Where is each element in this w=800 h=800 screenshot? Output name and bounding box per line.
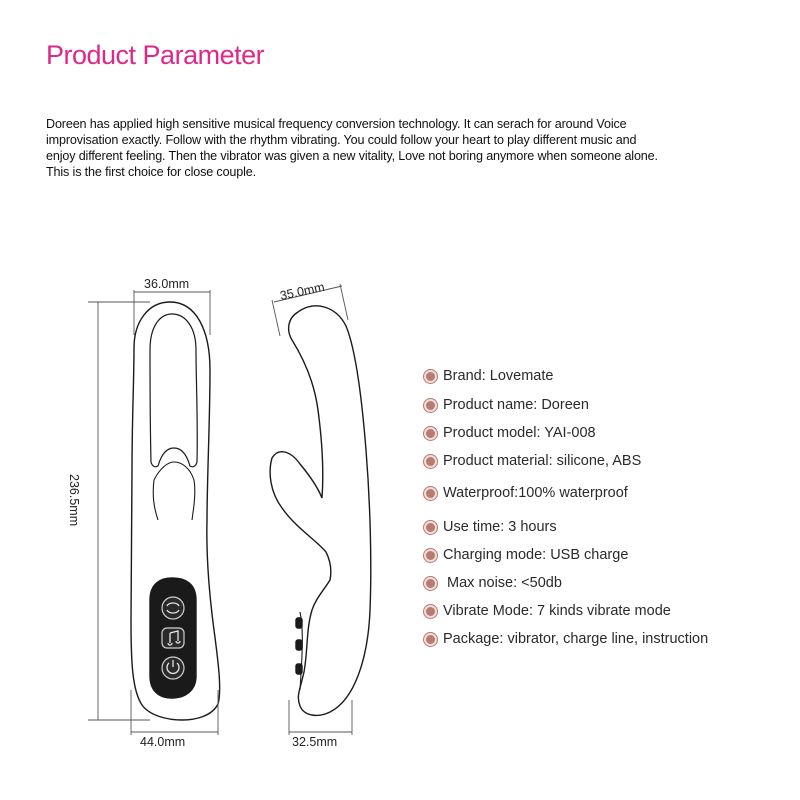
description-line: Doreen has applied high sensitive musical frequency conversion technology. It can serach for around Voice bbox=[46, 117, 627, 131]
spec-item-noise bbox=[424, 575, 562, 591]
spec-text: Charging mode: USB charge bbox=[443, 547, 629, 563]
description-line: This is the first choice for close couple. bbox=[46, 165, 256, 179]
spec-item-waterproof bbox=[424, 485, 628, 501]
spec-item-product-name bbox=[424, 397, 589, 413]
spec-item-model bbox=[424, 425, 596, 441]
bullet-icon bbox=[424, 427, 437, 440]
spec-text: Max noise: <50db bbox=[443, 575, 562, 591]
spec-text: Product model: YAI-008 bbox=[443, 425, 596, 441]
spec-item-brand bbox=[424, 368, 553, 384]
dimension-label-front-bottom: 44.0mm bbox=[140, 735, 186, 749]
bullet-icon bbox=[424, 455, 437, 468]
spec-item-charging bbox=[424, 547, 628, 563]
spec-text: Product name: Doreen bbox=[443, 397, 589, 413]
description-line: improvisation exactly. Follow with the rhythm vibrating. You could follow your heart to play different music and bbox=[46, 133, 637, 147]
spec-item-use-time bbox=[424, 519, 557, 535]
bullet-icon bbox=[424, 605, 437, 618]
bullet-icon bbox=[424, 521, 437, 534]
spec-text: Package: vibrator, charge line, instruction bbox=[443, 631, 709, 647]
dimension-label-front-top: 36.0mm bbox=[144, 277, 190, 291]
bullet-icon bbox=[424, 399, 437, 412]
spec-item-package bbox=[424, 631, 708, 647]
spec-item-vibrate-mode bbox=[424, 603, 671, 619]
spec-item-material bbox=[424, 453, 641, 469]
dimension-label-side-top: 35.0mm bbox=[278, 279, 326, 303]
spec-text: Use time: 3 hours bbox=[443, 519, 557, 535]
bullet-icon bbox=[424, 633, 437, 646]
bullet-icon bbox=[424, 549, 437, 562]
front-view-outline bbox=[131, 302, 220, 720]
page-title: Product Parameter bbox=[46, 40, 265, 70]
spec-text: Brand: Lovemate bbox=[443, 368, 554, 384]
side-dimension-lines bbox=[272, 284, 352, 735]
spec-text: Vibrate Mode: 7 kinds vibrate mode bbox=[443, 603, 671, 619]
spec-text: Waterproof:100% waterproof bbox=[443, 485, 628, 501]
bullet-icon bbox=[424, 577, 437, 590]
description-line: enjoy different feeling. Then the vibrator was given a new vitality, Love not boring anymore when someone alone. bbox=[46, 149, 658, 163]
side-view-outline bbox=[270, 306, 371, 716]
dimension-label-side-bottom: 32.5mm bbox=[292, 735, 338, 749]
bullet-icon bbox=[424, 487, 437, 500]
bullet-icon bbox=[424, 370, 437, 383]
dimension-label-length: 236.5mm bbox=[67, 474, 81, 527]
spec-text: Product material: silicone, ABS bbox=[443, 453, 642, 469]
